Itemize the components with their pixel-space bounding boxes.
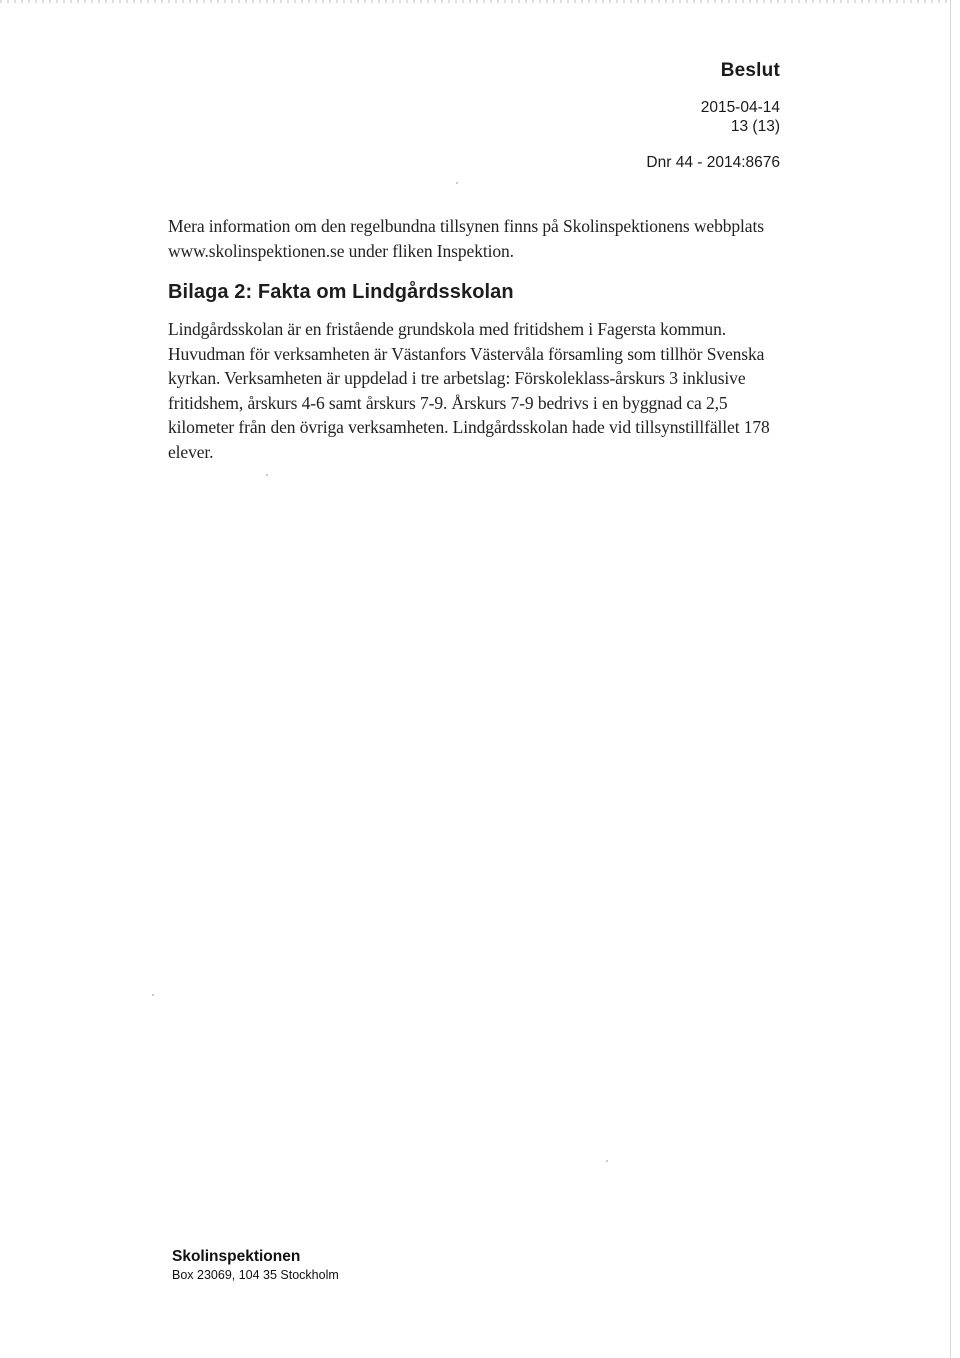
section-heading: Bilaga 2: Fakta om Lindgårdsskolan	[168, 281, 514, 303]
document-footer	[172, 1247, 339, 1284]
scan-speck	[456, 182, 458, 184]
document-body	[168, 214, 788, 464]
page-number: 13 (13)	[730, 118, 780, 135]
scan-edge-artifact	[0, 0, 950, 3]
organization-name: Skolinspektionen	[172, 1248, 301, 1265]
organization-address: Box 23069, 104 35 Stockholm	[172, 1268, 339, 1282]
scan-speck	[266, 474, 268, 476]
document-type: Beslut	[720, 60, 780, 81]
document-header	[646, 60, 780, 172]
registration-number: Dnr 44 - 2014:8676	[646, 154, 780, 171]
fact-paragraph: Lindgårdsskolan är en fristående grundskola med fritidshem i Fagersta kommun. Huvudman för verksamheten är Västanfors Västervåla församling som tillhör Svenska kyrkan. Verksamheten är uppdelad i tre arbetslag: Förskoleklass-årskurs 3 inklusive fritidshem, årskurs 4-6 samt årskurs 7-9. Årskurs 7-9 bedrivs i en byggnad ca 2,5 kilometer från den övriga verksamheten. Lindgårdsskolan hade vid tillsynstillfället 178 elever.	[168, 319, 770, 462]
intro-paragraph: Mera information om den regelbundna tillsynen finns på Skolinspektionens webbplats www.skolinspektionen.se under fliken Inspektion.	[168, 216, 764, 261]
document-date: 2015-04-14	[700, 99, 780, 116]
scan-speck	[152, 994, 154, 996]
scan-speck	[606, 1160, 608, 1162]
